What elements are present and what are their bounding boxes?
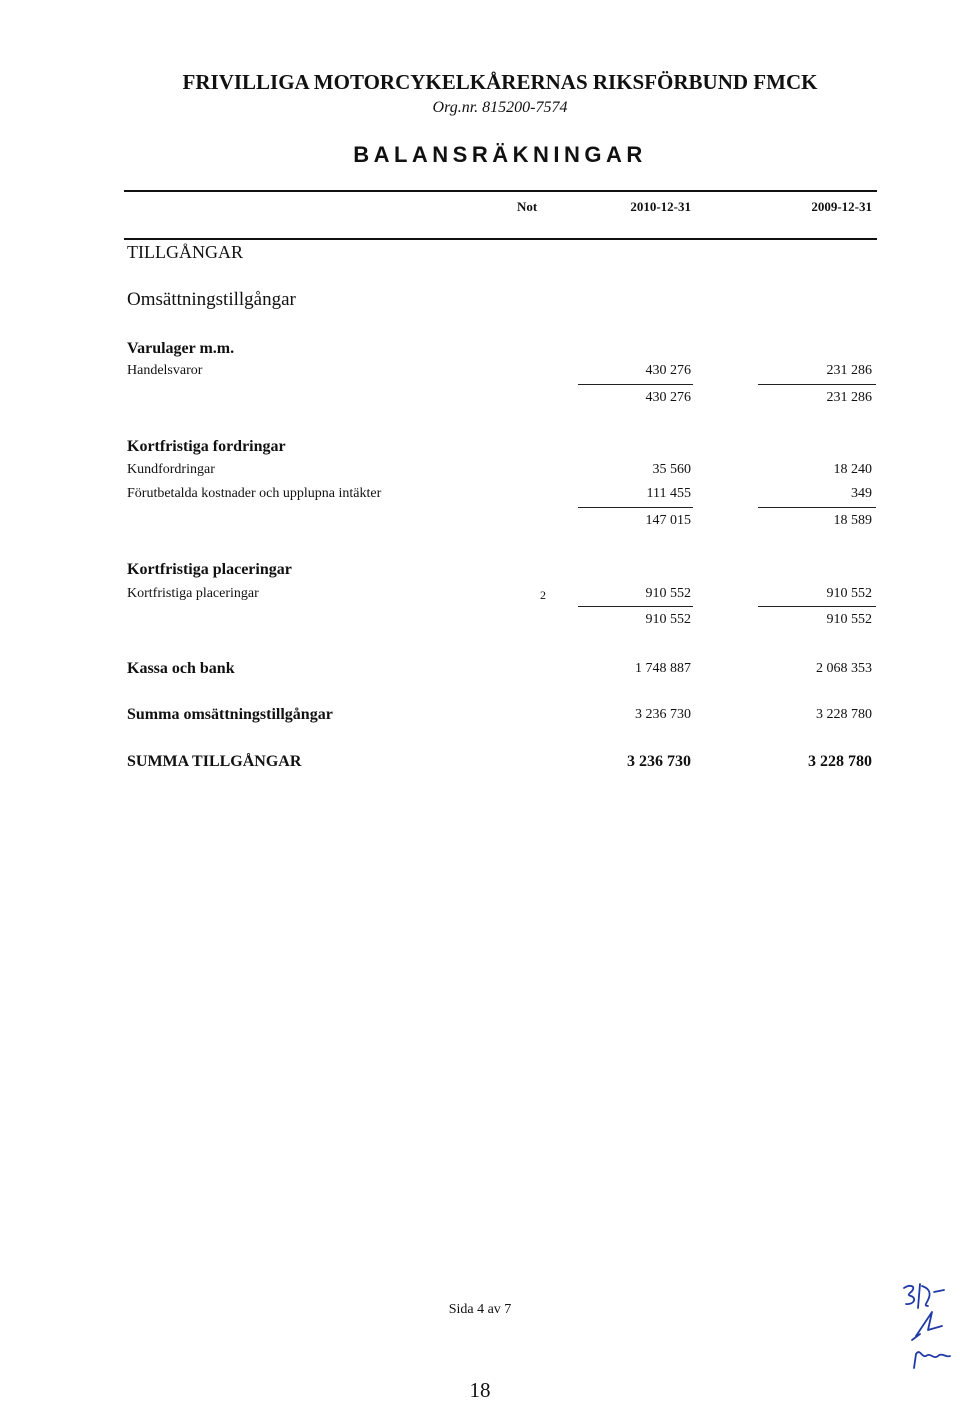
subtotal-rule bbox=[578, 384, 693, 385]
row-value-previous: 910 552 bbox=[826, 586, 872, 601]
header-rule-bottom bbox=[124, 238, 877, 240]
group-heading-short-term-investments: Kortfristiga placeringar bbox=[127, 561, 292, 578]
total-current-assets-current: 3 236 730 bbox=[635, 707, 691, 722]
group-heading-inventory: Varulager m.m. bbox=[127, 340, 235, 357]
subtotal-rule bbox=[758, 384, 876, 385]
row-value-previous: 349 bbox=[851, 486, 872, 501]
header-rule-top bbox=[124, 190, 877, 192]
row-value-previous: 231 286 bbox=[826, 363, 872, 378]
subtotal-current: 147 015 bbox=[645, 513, 691, 528]
column-header-previous: 2009-12-31 bbox=[811, 199, 872, 214]
row-value-current: 1 748 887 bbox=[635, 661, 691, 676]
row-note-reference: 2 bbox=[540, 588, 546, 602]
subtotal-rule bbox=[578, 606, 693, 607]
org-number: Org.nr. 815200-7574 bbox=[432, 99, 568, 116]
organization-name: FRIVILLIGA MOTORCYKELKÅRERNAS RIKSFÖRBUND FMCK bbox=[182, 70, 818, 94]
page-title: BALANSRÄKNINGAR bbox=[353, 142, 647, 167]
subsection-heading-current-assets: Omsättningstillgångar bbox=[127, 289, 296, 310]
group-heading-receivables: Kortfristiga fordringar bbox=[127, 438, 286, 455]
column-header-current: 2010-12-31 bbox=[630, 199, 691, 214]
row-value-current: 430 276 bbox=[645, 363, 691, 378]
row-value-previous: 2 068 353 bbox=[816, 661, 872, 676]
row-label-total-assets: SUMMA TILLGÅNGAR bbox=[127, 753, 302, 770]
row-label-short-term-investments: Kortfristiga placeringar bbox=[127, 586, 259, 601]
row-label-accounts-receivable: Kundfordringar bbox=[127, 462, 215, 477]
handwritten-initials-icon bbox=[898, 1278, 954, 1374]
subtotal-rule bbox=[758, 507, 876, 508]
page-indicator: Sida 4 av 7 bbox=[448, 1302, 512, 1317]
subtotal-current: 430 276 bbox=[645, 390, 691, 405]
subtotal-rule bbox=[758, 606, 876, 607]
row-label-total-current-assets: Summa omsättningstillgångar bbox=[127, 706, 333, 723]
subtotal-current: 910 552 bbox=[645, 612, 691, 627]
subtotal-previous: 231 286 bbox=[826, 390, 872, 405]
row-value-current: 910 552 bbox=[645, 586, 691, 601]
column-header-note: Not bbox=[517, 199, 538, 214]
total-current-assets-previous: 3 228 780 bbox=[816, 707, 872, 722]
total-assets-current: 3 236 730 bbox=[627, 753, 691, 770]
subtotal-previous: 18 589 bbox=[833, 513, 872, 528]
row-label-merchandise: Handelsvaror bbox=[127, 363, 203, 378]
section-heading-assets: TILLGÅNGAR bbox=[127, 242, 243, 262]
row-label-prepaid-expenses: Förutbetalda kostnader och upplupna intäkter bbox=[127, 486, 382, 501]
row-value-current: 111 455 bbox=[646, 486, 691, 501]
subtotal-previous: 910 552 bbox=[826, 612, 872, 627]
row-value-current: 35 560 bbox=[652, 462, 691, 477]
subtotal-rule bbox=[578, 507, 693, 508]
row-value-previous: 18 240 bbox=[833, 462, 872, 477]
total-assets-previous: 3 228 780 bbox=[808, 753, 872, 770]
row-label-cash-and-bank: Kassa och bank bbox=[127, 660, 235, 677]
stamp-page-number: 18 bbox=[469, 1378, 491, 1402]
